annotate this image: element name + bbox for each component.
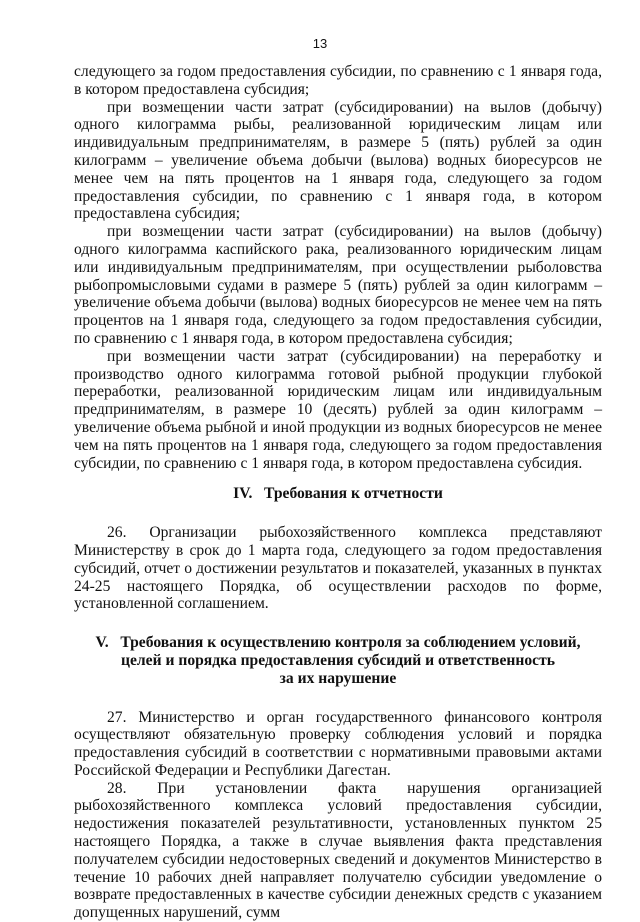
paragraph-crayfish-catch: при возмещении части затрат (субсидировании) на вылов (добычу) одного килограмма каспийского рака, реализованного юридическим лицам или индивидуальным предпринимателям, при осуществлении рыболовства рыбопромысловыми судами в размере 5 (пять) рублей за один килограмм – увеличение объема добычи (вылова) водных биоресурсов не менее чем на пять процентов на 1 января года, следующего за годом предоставления субсидии, по сравнению с 1 января года, в котором предоставлена субсидия; — [74, 223, 602, 347]
section-5-heading-line-2: целей и порядка предоставления субсидий и ответственность — [121, 651, 555, 669]
paragraph-26: 26. Организации рыбохозяйственного комплекса представляют Министерству в срок до 1 марта года, следующего за годом предоставления субсидий, отчет о достижении результатов и показателей, указанных в пунктах 24-25 настоящего Порядка, об осуществлении расходов по форме, установленной соглашением. — [74, 524, 602, 613]
paragraph-fish-processing: при возмещении части затрат (субсидировании) на переработку и производство одного килограмма готовой рыбной продукции глубокой переработки, реализованной юридическим лицам или индивидуальным предпринимателям, в размере 10 (десять) рублей за один килограмм – увеличение объема рыбной и иной продукции из водных биоресурсов не менее чем на пять процентов на 1 января года, следующего за годом предоставления субсидии, по сравнению с 1 января года, в котором предоставлена субсидия. — [74, 347, 602, 472]
document-body — [74, 63, 602, 922]
paragraph-27: 27. Министерство и орган государственного финансового контроля осуществляют обязательную проверку соблюдения условий и порядка предоставления субсидий в соответствии с нормативными правовыми актами Российской Федерации и Республики Дагестан. — [74, 708, 602, 779]
paragraph-fish-catch: при возмещении части затрат (субсидировании) на вылов (добычу) одного килограмма рыбы, реализованной юридическим лицам или индивидуальным предпринимателям, в размере 5 (пять) рублей за один килограмм – увеличение объема добычи (вылова) водных биоресурсов не менее чем на пять процентов на 1 января года, следующего за годом предоставления субсидии, по сравнению с 1 января года, в котором предоставлена субсидия; — [74, 98, 602, 223]
section-5-heading-line-3: за их нарушение — [279, 669, 397, 687]
page-number: 13 — [312, 36, 328, 51]
section-5-heading-line-1: V. Требования к осуществлению контроля за соблюдением условий, — [95, 634, 581, 652]
section-4-heading: IV. Требования к отчетности — [233, 485, 443, 503]
paragraph-continuation: следующего за годом предоставления субсидии, по сравнению с 1 января года, в котором предоставлена субсидия; — [74, 63, 602, 98]
paragraph-28: 28. При установлении факта нарушения организацией рыбохозяйственного комплекса условий предоставления субсидии, недостижения показателей результативности, установленных пунктом 25 настоящего Порядка, а также в случае выявления факта представления получателем субсидии недостоверных сведений и документов Министерство в течение 10 рабочих дней направляет получателю субсидии уведомление о возврате предоставленных в качестве субсидии денежных средств с указанием допущенных нарушений, сумм — [74, 779, 602, 922]
